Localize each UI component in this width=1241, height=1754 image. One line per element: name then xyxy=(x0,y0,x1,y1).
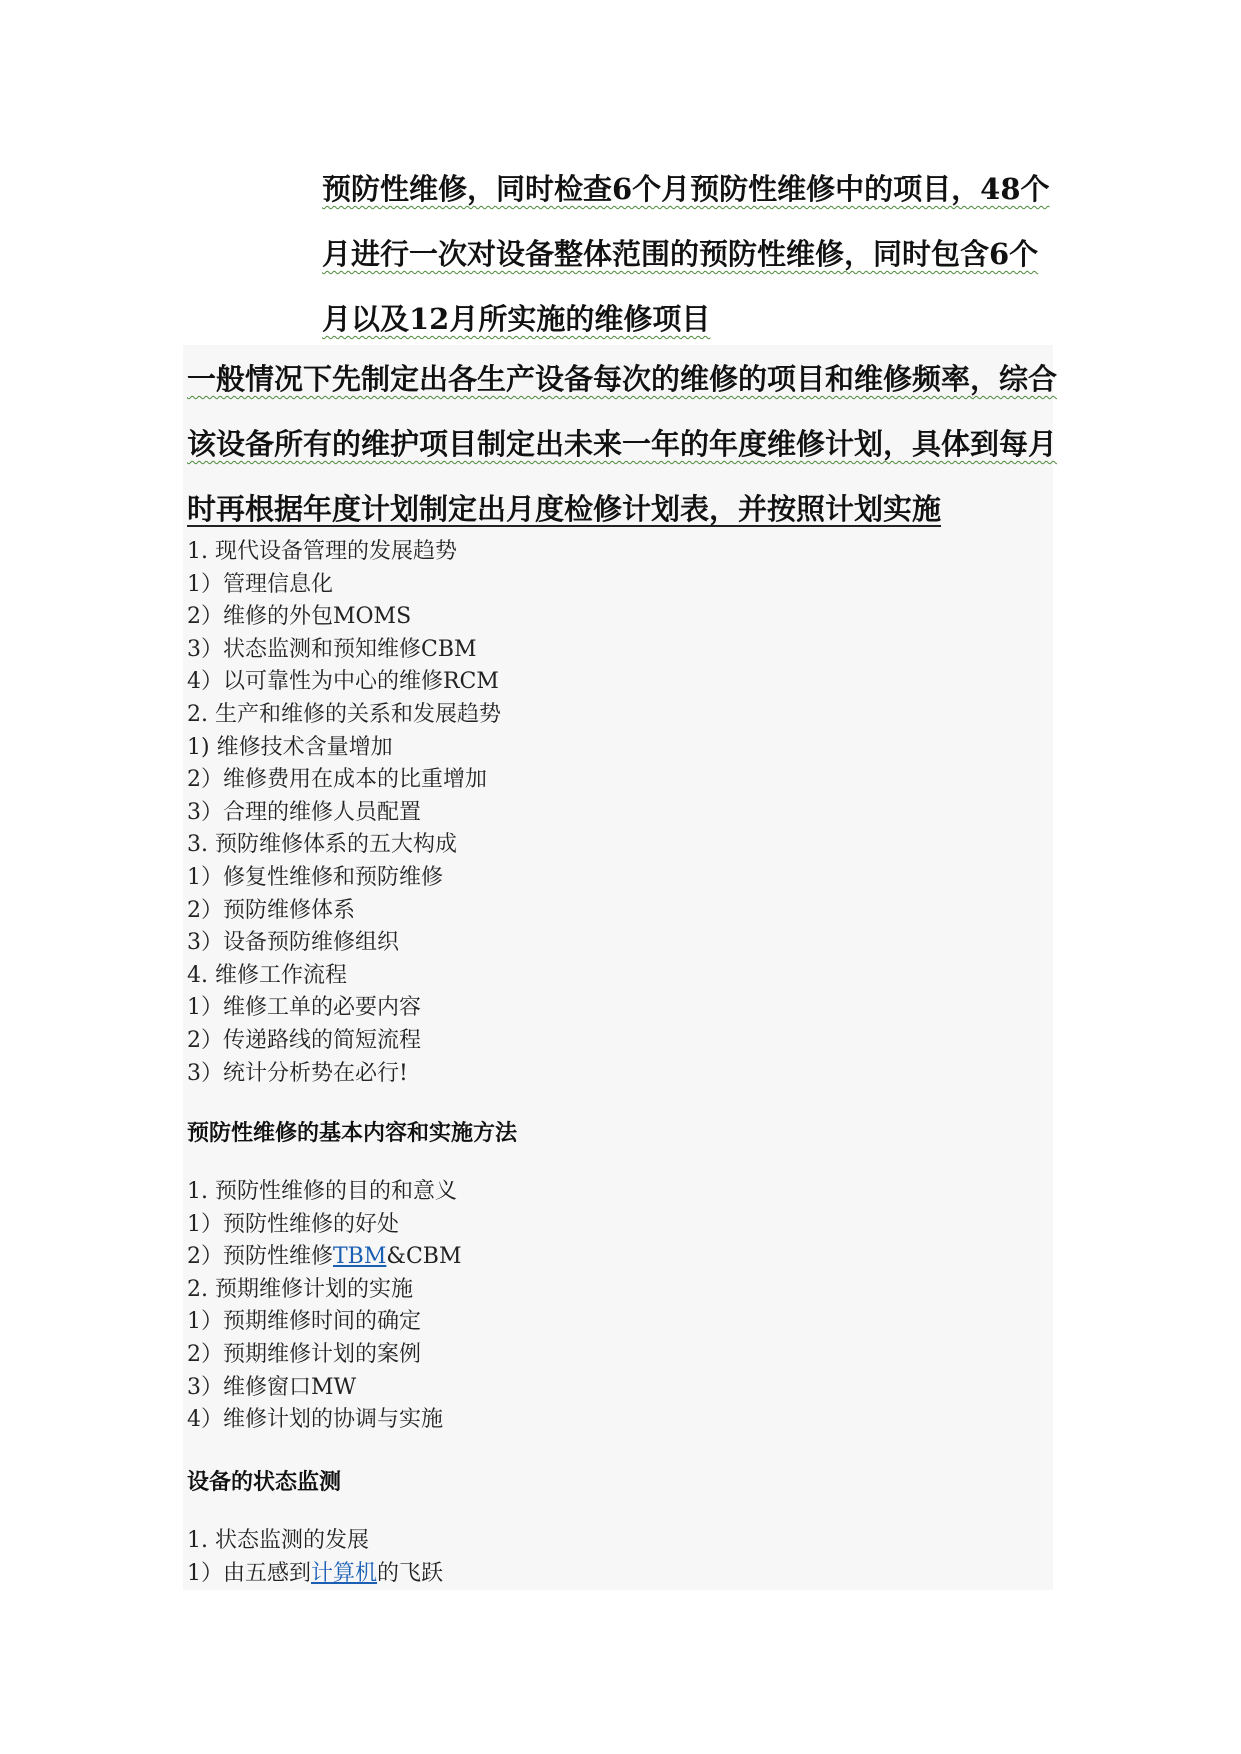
plan-line: 时再根据年度计划制定出月度检修计划表，并按照计划实施 xyxy=(187,492,942,526)
list-item: 1）预防性维修的好处 xyxy=(187,1211,399,1237)
section1-list xyxy=(187,536,1047,1090)
list-item: 1. 现代设备管理的发展趋势 xyxy=(187,539,457,564)
intro-line: 预防性维修，同时检查6个月预防性维修中的项目，48个 xyxy=(322,172,1050,206)
list-item: 2）维修的外包MOMS xyxy=(187,604,412,630)
section3-list xyxy=(187,1525,1047,1590)
section-heading-monitoring: 设备的状态监测 xyxy=(187,1469,342,1495)
tbm-suffix: &CBM xyxy=(386,1244,462,1270)
list-item: 4）维修计划的协调与实施 xyxy=(187,1407,443,1433)
tbm-link[interactable]: TBM xyxy=(333,1244,387,1270)
list-item: 1）管理信息化 xyxy=(187,571,333,597)
list-item: 4）以可靠性为中心的维修RCM xyxy=(187,669,499,695)
list-item: 2）传递路线的简短流程 xyxy=(187,1027,421,1053)
list-item: 1）预期维修时间的确定 xyxy=(187,1309,421,1335)
list-item: 1）维修工单的必要内容 xyxy=(187,995,421,1021)
list-item: 3. 预防维修体系的五大构成 xyxy=(187,832,457,858)
intro-line: 月以及12月所实施的维修项目 xyxy=(322,302,711,336)
plan-line: 该设备所有的维护项目制定出未来一年的年度维修计划，具体到每月 xyxy=(187,427,1058,461)
list-item: 2. 生产和维修的关系和发展趋势 xyxy=(187,701,501,727)
computer-prefix: 1）由五感到 xyxy=(187,1560,311,1586)
list-item: 1. 状态监测的发展 xyxy=(187,1528,369,1553)
list-item: 3）维修窗口MW xyxy=(187,1374,357,1400)
intro-line: 月进行一次对设备整体范围的预防性维修，同时包含6个 xyxy=(322,237,1039,271)
list-item: 2）预防维修体系 xyxy=(187,897,355,923)
list-item: 3）设备预防维修组织 xyxy=(187,930,399,956)
list-item: 1）修复性维修和预防维修 xyxy=(187,864,443,890)
list-item: 4. 维修工作流程 xyxy=(187,962,347,988)
list-item-computer xyxy=(187,1558,1047,1591)
plan-line: 一般情况下先制定出各生产设备每次的维修的项目和维修频率，综合 xyxy=(187,362,1058,396)
list-item: 1) 维修技术含量增加 xyxy=(187,734,393,760)
tbm-prefix: 2）预防性维修 xyxy=(187,1244,333,1270)
list-item-tbm xyxy=(187,1241,1047,1274)
section2-list xyxy=(187,1176,1047,1437)
list-item: 3）统计分析势在必行! xyxy=(187,1060,408,1086)
computer-suffix: 的飞跃 xyxy=(377,1560,444,1586)
list-item: 2. 预期维修计划的实施 xyxy=(187,1276,413,1302)
list-item: 3）合理的维修人员配置 xyxy=(187,799,421,825)
intro-paragraph xyxy=(322,157,1052,352)
list-item: 2）维修费用在成本的比重增加 xyxy=(187,767,487,793)
plan-paragraph xyxy=(187,347,1057,542)
section-heading-preventive: 预防性维修的基本内容和实施方法 xyxy=(187,1120,518,1146)
list-item: 3）状态监测和预知维修CBM xyxy=(187,636,477,662)
computer-link[interactable]: 计算机 xyxy=(311,1560,378,1586)
list-item: 2）预期维修计划的案例 xyxy=(187,1341,421,1367)
list-item: 1. 预防性维修的目的和意义 xyxy=(187,1179,457,1204)
